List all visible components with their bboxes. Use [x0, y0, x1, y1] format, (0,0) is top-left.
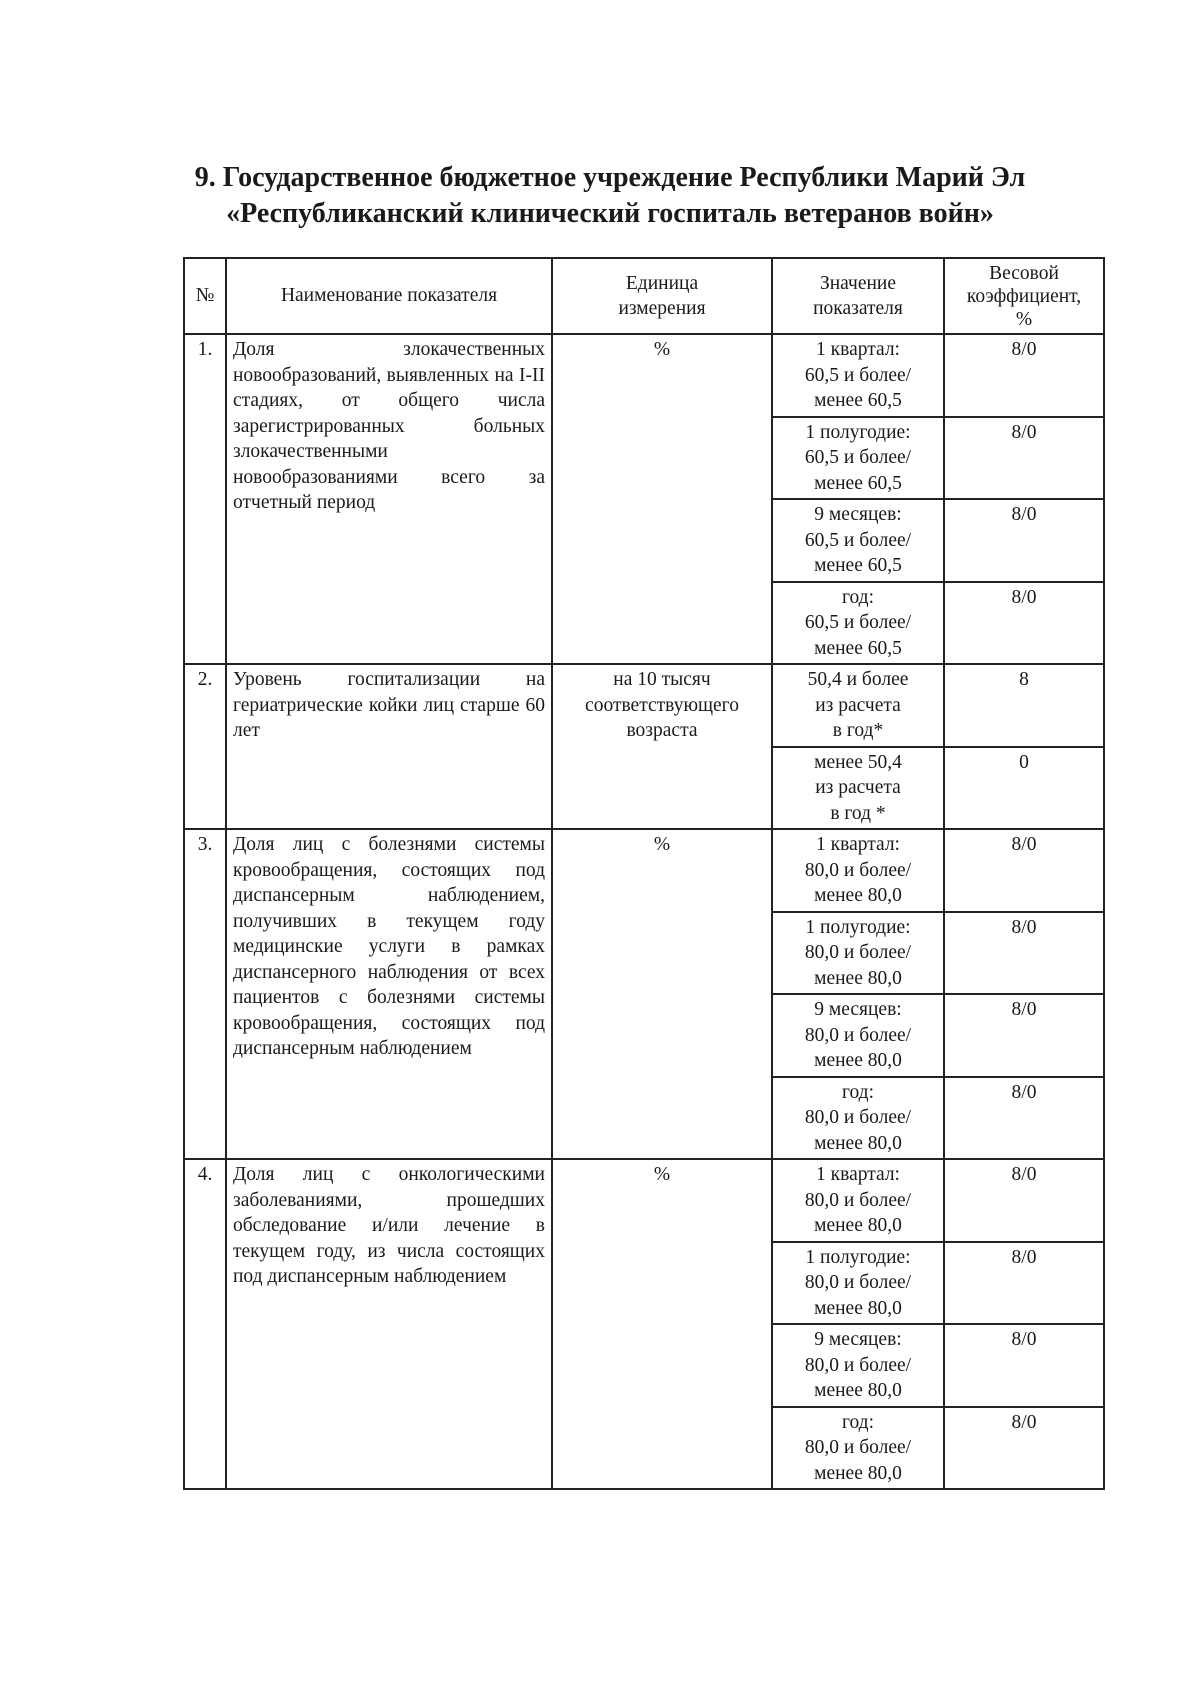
table-header-row — [184, 258, 1104, 334]
indicators-table — [183, 257, 1105, 1490]
header-unit: Единица измерения — [552, 258, 772, 334]
indicator-name: Уровень госпитализации на гериатрические койки лиц старше 60 лет — [226, 664, 552, 829]
indicator-value: 1 квартал: 80,0 и более/ менее 80,0 — [772, 829, 944, 912]
table-row — [184, 664, 1104, 747]
indicator-unit: % — [552, 829, 772, 1159]
indicator-weight: 8/0 — [944, 829, 1104, 912]
row-number: 4. — [184, 1159, 226, 1489]
indicator-weight: 8/0 — [944, 1077, 1104, 1160]
indicator-weight: 0 — [944, 747, 1104, 830]
indicator-unit: % — [552, 1159, 772, 1489]
indicator-value: 1 полугодие: 60,5 и более/ менее 60,5 — [772, 417, 944, 500]
indicator-name: Доля лиц с болезнями системы кровообращения, состоящих под диспансерным наблюдением, получивших в текущем году медицинские услуги в рамках диспансерного наблюдения от всех пациентов с болезнями системы кровообращения, состоящих под диспансерным наблюдением — [226, 829, 552, 1159]
indicator-name: Доля лиц с онкологическими заболеваниями, прошедших обследование и/или лечение в текущем году, из числа состоящих под диспансерным наблюдением — [226, 1159, 552, 1489]
table-row — [184, 1159, 1104, 1242]
indicator-weight: 8/0 — [944, 994, 1104, 1077]
indicator-value: год: 80,0 и более/ менее 80,0 — [772, 1407, 944, 1490]
indicator-weight: 8/0 — [944, 334, 1104, 417]
indicator-weight: 8/0 — [944, 582, 1104, 665]
table-row — [184, 334, 1104, 417]
indicator-value: 1 квартал: 80,0 и более/ менее 80,0 — [772, 1159, 944, 1242]
indicator-value: 9 месяцев: 60,5 и более/ менее 60,5 — [772, 499, 944, 582]
indicator-weight: 8/0 — [944, 1407, 1104, 1490]
header-num: № — [184, 258, 226, 334]
header-weight: Весовой коэффициент, % — [944, 258, 1104, 334]
indicator-value: 9 месяцев: 80,0 и более/ менее 80,0 — [772, 1324, 944, 1407]
indicator-value: 50,4 и более из расчета в год* — [772, 664, 944, 747]
indicator-value: год: 80,0 и более/ менее 80,0 — [772, 1077, 944, 1160]
indicator-weight: 8/0 — [944, 912, 1104, 995]
indicator-value: менее 50,4 из расчета в год * — [772, 747, 944, 830]
indicator-weight: 8/0 — [944, 417, 1104, 500]
indicator-weight: 8/0 — [944, 1242, 1104, 1325]
indicator-unit: % — [552, 334, 772, 664]
row-number: 3. — [184, 829, 226, 1159]
page-title — [160, 160, 1060, 232]
table-row — [184, 829, 1104, 912]
indicator-unit: на 10 тысяч соответствующего возраста — [552, 664, 772, 829]
indicator-weight: 8/0 — [944, 1324, 1104, 1407]
indicator-weight: 8 — [944, 664, 1104, 747]
header-value: Значение показателя — [772, 258, 944, 334]
indicator-value: 1 полугодие: 80,0 и более/ менее 80,0 — [772, 912, 944, 995]
indicator-weight: 8/0 — [944, 499, 1104, 582]
indicator-weight: 8/0 — [944, 1159, 1104, 1242]
header-name: Наименование показателя — [226, 258, 552, 334]
indicator-name: Доля злокачественных новообразований, выявленных на I-II стадиях, от общего числа зарегистрированных больных злокачественными новообразованиями всего за отчетный период — [226, 334, 552, 664]
indicator-value: год: 60,5 и более/ менее 60,5 — [772, 582, 944, 665]
indicator-value: 1 квартал: 60,5 и более/ менее 60,5 — [772, 334, 944, 417]
row-number: 2. — [184, 664, 226, 829]
title-line-2: «Республиканский клинический госпиталь ветеранов войн» — [226, 198, 994, 229]
indicator-value: 9 месяцев: 80,0 и более/ менее 80,0 — [772, 994, 944, 1077]
title-line-1: 9. Государственное бюджетное учреждение Республики Марий Эл — [194, 162, 1026, 193]
indicator-value: 1 полугодие: 80,0 и более/ менее 80,0 — [772, 1242, 944, 1325]
row-number: 1. — [184, 334, 226, 664]
